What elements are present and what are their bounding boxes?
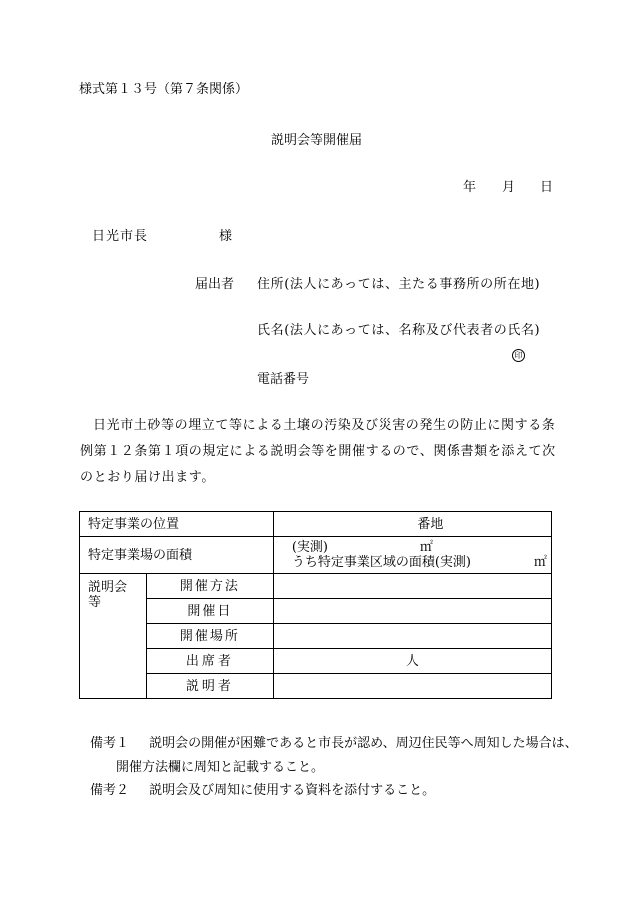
note-1-line2: 開催方法欄に周知と記載すること。 (116, 760, 325, 775)
area-measured-unit: ㎡ (419, 540, 433, 555)
area-value (273, 537, 551, 574)
seal-icon: 印 (512, 349, 525, 362)
note-2 (90, 783, 435, 799)
row-method-value (273, 574, 551, 599)
area-sub-unit: ㎡ (533, 555, 547, 570)
document-title: 説明会等開催届 (271, 133, 363, 148)
applicant-name: 氏名(法人にあっては、名称及び代表者の氏名) (257, 323, 541, 338)
row-date-label: 開催日 (147, 599, 274, 624)
addressee-name: 日光市長 (92, 229, 149, 244)
location-label: 特定事業の位置 (80, 512, 274, 537)
attendees-unit: 人 (405, 653, 419, 669)
row-explainer-label: 説明者 (147, 674, 274, 699)
row-explainer-value (273, 674, 551, 699)
row-place-value (273, 624, 551, 649)
form-number: 様式第１３号（第７条関係） (79, 82, 249, 97)
row-attendees-value (273, 649, 551, 674)
body-text: 日光市土砂等の埋立て等による土壌の汚染及び災害の発生の防止に関する条例第１２条第１項の規定による説明会等を開催するので、関係書類を添えて次のとおり届け出ます。 (80, 418, 556, 485)
row-method-label: 開催方法 (147, 574, 274, 599)
meeting-label: 説明会等 (80, 574, 147, 699)
row-place-label: 開催場所 (147, 624, 274, 649)
applicant-phone: 電話番号 (257, 372, 310, 387)
row-attendees-label: 出席者 (147, 649, 274, 674)
area-measured-label: (実測) (291, 540, 328, 555)
location-unit: 番地 (417, 516, 444, 532)
seal-mark (512, 347, 525, 363)
note-1-label: 備考１ (90, 736, 130, 751)
date-month: 月 (502, 180, 516, 195)
applicant-label: 届出者 (195, 277, 235, 292)
note-2-text: 説明会及び周知に使用する資料を添付すること。 (149, 783, 436, 798)
area-sub-label: うち特定事業区域の面積(実測) (291, 555, 471, 570)
details-table (79, 511, 552, 699)
date-day: 日 (540, 180, 554, 195)
row-date-value (273, 599, 551, 624)
date-year: 年 (463, 180, 477, 195)
note-2-label: 備考２ (90, 783, 130, 798)
note-1 (90, 736, 578, 752)
applicant-address: 住所(法人にあっては、主たる事務所の所在地) (257, 277, 541, 292)
note-1-line1: 説明会の開催が困難であると市長が認め、周辺住民等へ周知した場合は、 (149, 736, 578, 751)
addressee-suffix: 様 (219, 229, 233, 244)
location-value (273, 512, 551, 537)
area-label: 特定事業場の面積 (80, 537, 274, 574)
